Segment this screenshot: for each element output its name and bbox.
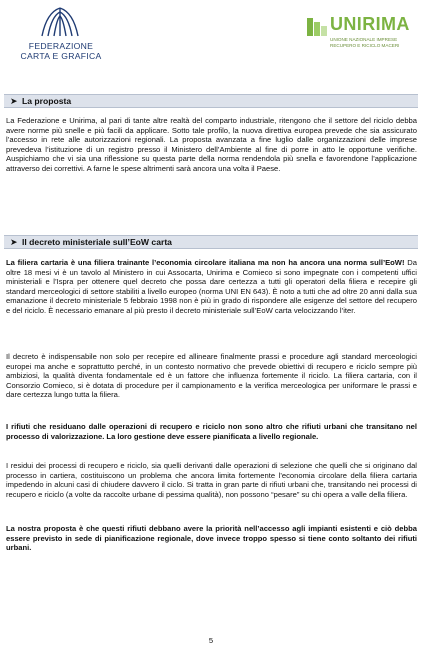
unirima-subtitle-1: UNIONE NAZIONALE IMPRESE	[330, 37, 398, 42]
arrow-bullet-icon: ➤	[10, 96, 18, 106]
paragraph: I residui dei processi di recupero e riciclo, sia quelli derivanti dalle operazioni di selezione che quelli che si originano dal processo in cartiera, costituiscono un problema che ancora limita fortemente l’economia circolare della filiera cartaria impedendo in alcuni casi di chiudere davvero il ciclo. Si tratta in gran parte di rifiuti urbani che, transitando nei processi di recupero e riciclo (a volte da raccolte urbane di pessima qualità), non possono “pesare” su chi opera a valle della filiera.	[6, 461, 417, 499]
federazione-logo	[6, 6, 116, 64]
section-title: Il decreto ministeriale sull’EoW carta	[22, 237, 172, 247]
unirima-subtitle-2: RECUPERO E RICICLO MACERI	[330, 43, 400, 48]
page-header	[0, 0, 422, 70]
federazione-name-line1: FEDERAZIONE	[28, 41, 94, 51]
paragraph-lead-bold: La filiera cartaria è una filiera trainante l’economia circolare italiana ma non ha ancora una norma sull’EoW!	[6, 258, 405, 267]
arrow-bullet-icon: ➤	[10, 237, 18, 247]
paragraph	[6, 258, 417, 316]
federazione-name-line2: CARTA E GRAFICA	[20, 51, 102, 61]
section-heading-bar	[4, 94, 418, 108]
paragraph: La Federazione e Unirima, al pari di tante altre realtà del comparto industriale, ritengono che il settore del riciclo debba avere norme più snelle e più facili da applicare. Sotto tale profilo, la nuova direttiva europea prevede che sia assicurato l’accesso in rete alle autorizzazioni regionali. La proposta avanzata a fine luglio dalle organizzazioni delle imprese prevedeva l’istituzione di un registro presso il Ministero dell’Ambiente al fine di porre in atto le opportune verifiche. Auspichiamo che vi sia una riflessione su questa parte della norma rendendola più snella e favorendone l’applicazione attraverso dei correttivi. A farne le spese altrimenti sarà ancora una volta il Paese.	[6, 116, 417, 173]
federazione-mark-icon	[38, 6, 82, 38]
unirima-mark-icon	[306, 16, 330, 38]
paragraph: Il decreto è indispensabile non solo per recepire ed allineare finalmente prassi e procedure agli standard merceologici europei ma anche e soprattutto perché, in un contesto normativo che prevede obiettivi di recupero e riciclo sempre più ambiziosi, la qualità diventa fondamentale ed è un fattore che influenza fortemente il riciclo. La filiera cartaria, con il Consorzio Comieco, si è dotata di procedure per il campionamento e la verifica merceologica per uniformare le prassi e dare certezza lungo tutta la filiera.	[6, 352, 417, 400]
section-heading-bar	[4, 235, 418, 249]
paragraph-bold: La nostra proposta è che questi rifiuti debbano avere la priorità nell’accesso agli impianti esistenti e ciò debba essere previsto in sede di pianificazione regionale, dove invece troppo spesso si tiene conto soltanto dei rifiuti urbani.	[6, 524, 417, 553]
section-title: La proposta	[22, 96, 72, 106]
paragraph-bold: I rifiuti che residuano dalle operazioni di recupero e riciclo non sono altro che rifiuti urbani che transitano nel processo di valorizzazione. La loro gestione deve essere pianificata a livello regionale.	[6, 422, 417, 441]
unirima-logo	[306, 16, 418, 56]
unirima-wordmark: UNIRIMA	[330, 14, 410, 34]
page-number: 5	[208, 636, 214, 645]
paragraph-body: Da oltre 18 mesi vi è un tavolo al Ministero in cui Assocarta, Unirima e Comieco si sono impegnate con i competenti uffici ministeriali e l’Ispra per ottenere quel decreto che possa dare certezza a tutti gli operatori della filiera e recepire gli standard merceologici di settore stabiliti a livello europeo (norma UNI EN 643). È noto a tutti che ad oltre 20 anni dalla sua emanazione il decreto ministeriale 5 febbraio 1998 non è più in grado di rispondere alle esigenze del settore del recupero e del riciclo. È necessario emanare al più presto il decreto ministeriale sull’EoW carta velocizzando l’iter.	[6, 258, 417, 315]
